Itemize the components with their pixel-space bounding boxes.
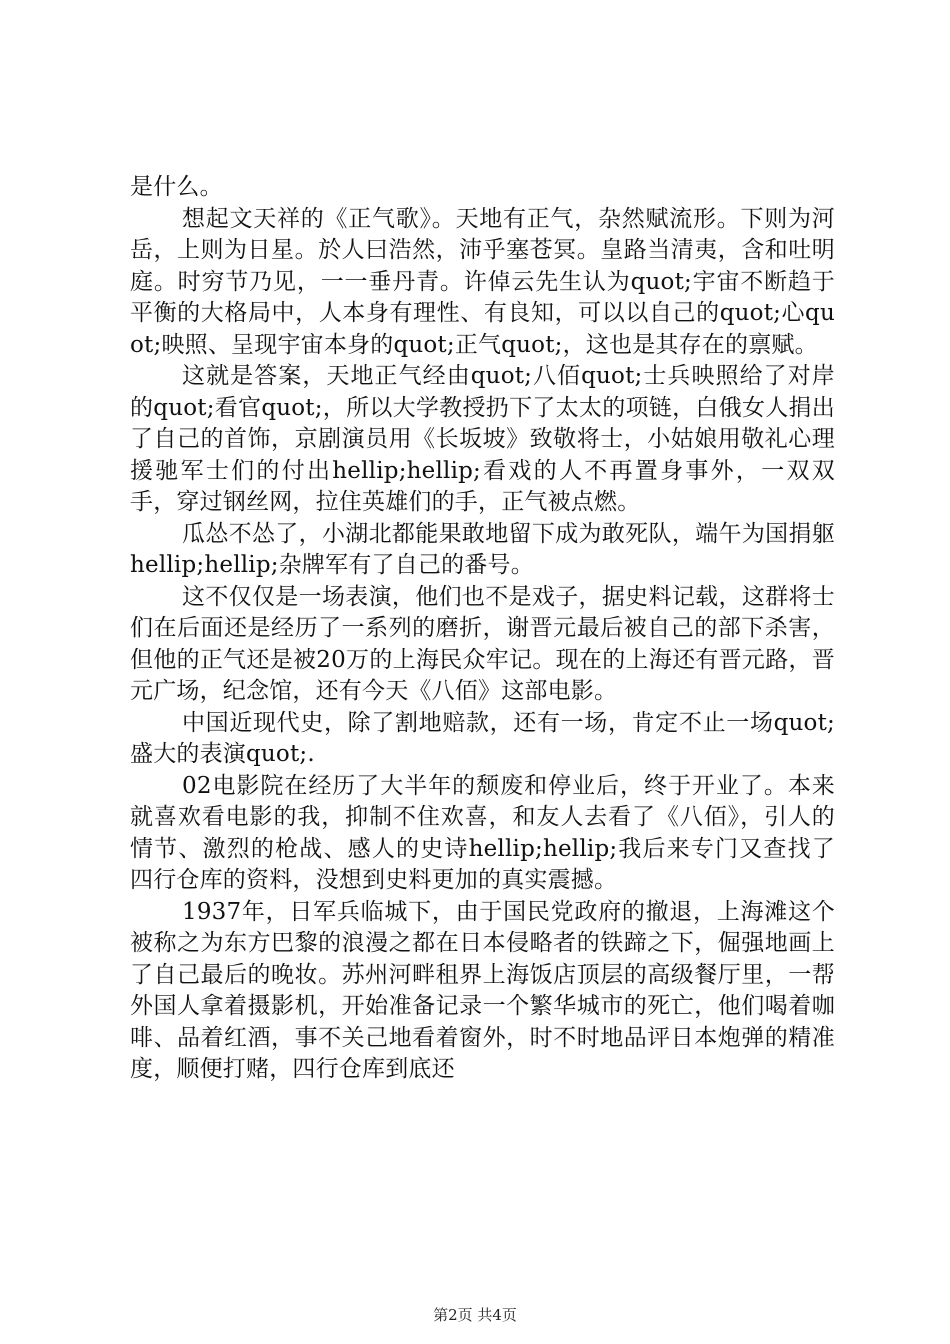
paragraph-8: 1937年，日军兵临城下，由于国民党政府的撤退，上海滩这个被称之为东方巴黎的浪漫之都在日本侵略者的铁蹄之下，倔强地画上了自己最后的晚妆。苏州河畔租界上海饭店顶层的高级餐厅里，一帮外国人拿着摄影机，开始准备记录一个繁华城市的死亡，他们喝着咖啡、品着红酒，事不关己地看着窗外，时不时地品评日本炮弹的精准度，顺便打赌，四行仓库到底还 <box>130 898 835 1082</box>
paragraph-6: 中国近现代史，除了割地赔款，还有一场，肯定不止一场quot;盛大的表演quot;. <box>130 709 835 767</box>
paragraph-7: 02电影院在经历了大半年的颓废和停业后，终于开业了。本来就喜欢看电影的我，抑制不住欢喜，和友人去看了《八佰》，引人的情节、激烈的枪战、感人的史诗hellip;hellip;我后来专门又查找了四行仓库的资料，没想到史料更加的真实震撼。 <box>130 772 835 893</box>
document-body <box>130 172 835 1086</box>
paragraph-5: 这不仅仅是一场表演，他们也不是戏子，据史料记载，这群将士们在后面还是经历了一系列的磨折，谢晋元最后被自己的部下杀害，但他的正气还是被20万的上海民众牢记。现在的上海还有晋元路，晋元广场，纪念馆，还有今天《八佰》这部电影。 <box>130 583 835 704</box>
page-footer: 第2页 共4页 <box>433 1306 517 1324</box>
paragraph-1: 是什么。 <box>130 174 223 200</box>
paragraph-2: 想起文天祥的《正气歌》。天地有正气，杂然赋流形。下则为河岳，上则为日星。於人曰浩然，沛乎塞苍冥。皇路当清夷，含和吐明庭。时穷节乃见，一一垂丹青。许倬云先生认为quot;宇宙不断趋于平衡的大格局中，人本身有理性、有良知，可以以自己的quot;心quot;映照、呈现宇宙本身的quot;正气quot;，这也是其存在的禀赋。 <box>130 205 835 358</box>
paragraph-4: 瓜怂不怂了，小湖北都能果敢地留下成为敢死队，端午为国捐躯hellip;hellip;杂牌军有了自己的番号。 <box>130 520 835 578</box>
paragraph-3: 这就是答案，天地正气经由quot;八佰quot;士兵映照给了对岸的quot;看官quot;，所以大学教授扔下了太太的项链，白俄女人捐出了自己的首饰，京剧演员用《长坂坡》致敬将士，小姑娘用敬礼心理援驰军士们的付出hellip;hellip;看戏的人不再置身事外，一双双手，穿过钢丝网，拉住英雄们的手，正气被点燃。 <box>130 363 835 515</box>
